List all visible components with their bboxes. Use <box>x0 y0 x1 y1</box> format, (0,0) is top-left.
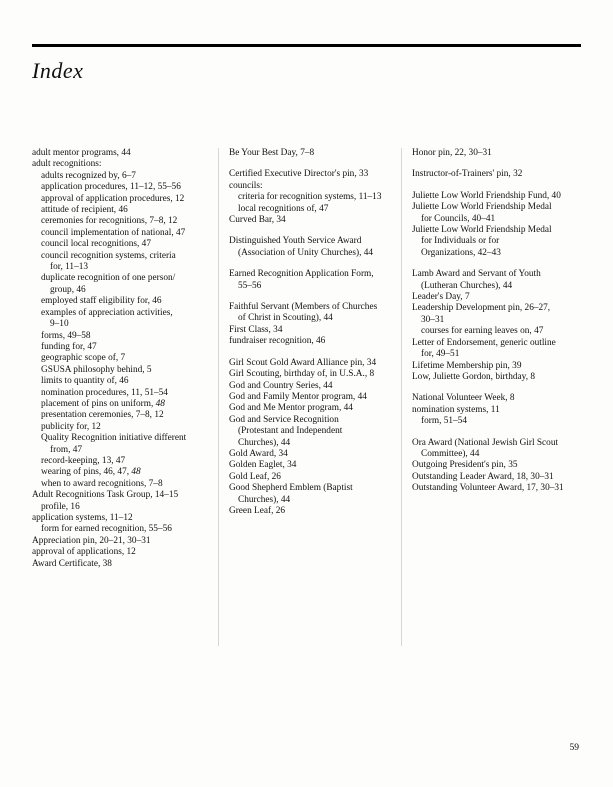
index-entry: record-keeping, 13, 47 <box>41 455 126 466</box>
page-number: 59 <box>569 743 579 753</box>
index-entry: group, 46 <box>50 284 86 295</box>
index-entry: First Class, 34 <box>229 324 283 335</box>
index-entry: limits to quantity of, 46 <box>41 376 129 387</box>
index-entry: courses for earning leaves on, 47 <box>421 326 544 337</box>
index-entry: criteria for recognition systems, 11–13 <box>238 192 382 203</box>
index-group <box>412 438 571 495</box>
index-entry: from, 47 <box>50 444 83 455</box>
index-group <box>412 148 571 159</box>
index-entry: Adult Recognitions Task Group, 14–15 <box>32 490 179 501</box>
index-entry: Be Your Best Day, 7–8 <box>229 148 315 158</box>
index-entry: adult mentor programs, 44 <box>32 148 131 158</box>
index-entry: forms, 49–58 <box>41 330 91 341</box>
index-group <box>412 169 571 180</box>
index-columns <box>32 148 581 580</box>
index-entry: council recognition systems, criteria <box>41 250 176 261</box>
index-entry: Quality Recognition initiative different <box>41 433 187 444</box>
index-group <box>229 358 388 518</box>
index-entry: examples of appreciation activities, <box>41 307 173 318</box>
index-entry: geographic scope of, 7 <box>41 353 126 364</box>
index-entry: Girl Scouting, birthday of, in U.S.A., 8 <box>229 369 375 380</box>
index-entry: God and Family Mentor program, 44 <box>229 391 367 402</box>
index-entry: 30–31 <box>421 314 445 325</box>
index-entry: wearing of pins, 46, 47, 48 <box>41 467 141 478</box>
index-entry: application procedures, 11–12, 55–56 <box>41 182 181 193</box>
index-entry: Earned Recognition Application Form, <box>229 269 374 280</box>
index-entry: Leadership Development pin, 26–27, <box>412 303 551 314</box>
index-entry: (Lutheran Churches), 44 <box>421 280 513 291</box>
index-entry: approval of applications, 12 <box>32 547 136 558</box>
index-entry: presentation ceremonies, 7–8, 12 <box>41 410 164 421</box>
index-entry: employed staff eligibility for, 46 <box>41 296 162 307</box>
page-title: Index <box>32 58 84 83</box>
index-entry: 9–10 <box>50 319 69 330</box>
index-entry: Ora Award (National Jewish Girl Scout <box>412 437 559 448</box>
index-entry: adult recognitions: <box>32 159 102 170</box>
italic-page-ref: 48 <box>131 467 141 478</box>
index-group <box>229 236 388 259</box>
index-entry: fundraiser recognition, 46 <box>229 336 326 347</box>
index-entry: funding for, 47 <box>41 341 97 352</box>
index-entry: Gold Leaf, 26 <box>229 471 281 482</box>
index-entry: profile, 16 <box>41 501 80 512</box>
index-entry: Outstanding Leader Award, 18, 30–31 <box>412 471 554 482</box>
index-entry: Letter of Endorsement, generic outline <box>412 337 556 348</box>
index-entry: Curved Bar, 34 <box>229 215 286 226</box>
index-column <box>398 148 581 580</box>
index-group <box>229 302 388 348</box>
index-group <box>229 148 388 159</box>
index-entry: Girl Scout Gold Award Alliance pin, 34 <box>229 357 377 368</box>
index-entry: council implementation of national, 47 <box>41 227 186 238</box>
index-entry: Certified Executive Director's pin, 33 <box>229 169 369 180</box>
index-group <box>412 191 571 259</box>
index-entry: Organizations, 42–43 <box>421 247 501 258</box>
index-entry: of Christ in Scouting), 44 <box>238 313 333 324</box>
index-entry: local recognitions of, 47 <box>238 203 329 214</box>
index-entry: 55–56 <box>238 280 262 291</box>
index-group <box>32 148 205 570</box>
index-entry: Low, Juliette Gordon, birthday, 8 <box>412 371 535 382</box>
index-entry: Award Certificate, 38 <box>32 558 112 569</box>
index-entry: GSUSA philosophy behind, 5 <box>41 364 152 375</box>
index-group <box>412 269 571 383</box>
index-entry: Instructor-of-Trainers' pin, 32 <box>412 169 523 180</box>
index-entry: Churches), 44 <box>238 437 291 448</box>
index-entry: Juliette Low World Friendship Fund, 40 <box>412 190 561 201</box>
index-entry: placement of pins on uniform, 48 <box>41 398 165 409</box>
index-entry: council local recognitions, 47 <box>41 239 151 250</box>
index-entry: God and Service Recognition <box>229 414 339 425</box>
index-group <box>229 169 388 226</box>
index-entry: nomination systems, 11 <box>412 404 500 415</box>
index-entry: for Councils, 40–41 <box>421 213 496 224</box>
index-entry: attitude of recipient, 46 <box>41 205 128 216</box>
index-entry: ceremonies for recognitions, 7–8, 12 <box>41 216 178 227</box>
index-entry: Juliette Low World Friendship Medal <box>412 202 552 213</box>
index-entry: duplicate recognition of one person/ <box>41 273 176 284</box>
index-entry: God and Me Mentor program, 44 <box>229 403 353 414</box>
index-group <box>412 393 571 427</box>
index-entry: (Protestant and Independent <box>238 426 343 437</box>
index-entry: councils: <box>229 180 263 191</box>
index-entry: Good Shepherd Emblem (Baptist <box>229 483 353 494</box>
index-entry: Distinguished Youth Service Award <box>229 236 362 247</box>
index-entry: form, 51–54 <box>421 416 467 427</box>
index-entry: Churches), 44 <box>238 494 291 505</box>
index-entry: adults recognized by, 6–7 <box>41 170 136 181</box>
index-entry: Lamb Award and Servant of Youth <box>412 269 541 280</box>
index-entry: for, 49–51 <box>421 349 460 360</box>
index-entry: form for earned recognition, 55–56 <box>41 524 172 535</box>
index-entry: Outstanding Volunteer Award, 17, 30–31 <box>412 483 564 494</box>
index-entry: application systems, 11–12 <box>32 513 133 523</box>
index-entry: Golden Eaglet, 34 <box>229 460 297 471</box>
index-entry: Committee), 44 <box>421 448 480 459</box>
index-entry: Gold Award, 34 <box>229 448 288 459</box>
index-group <box>229 269 388 292</box>
index-entry: Appreciation pin, 20–21, 30–31 <box>32 535 151 546</box>
index-column <box>32 148 215 580</box>
index-entry: Honor pin, 22, 30–31 <box>412 148 492 158</box>
index-entry: Lifetime Membership pin, 39 <box>412 360 522 371</box>
index-entry: National Volunteer Week, 8 <box>412 393 515 404</box>
index-entry: publicity for, 12 <box>41 421 101 432</box>
index-entry: approval of application procedures, 12 <box>41 193 185 204</box>
index-entry: God and Country Series, 44 <box>229 380 333 391</box>
index-column <box>215 148 398 580</box>
index-entry: Leader's Day, 7 <box>412 292 470 303</box>
italic-page-ref: 48 <box>155 398 165 409</box>
index-entry: Faithful Servant (Members of Churches <box>229 302 378 313</box>
index-entry: nomination procedures, 11, 51–54 <box>41 387 168 398</box>
index-entry: when to award recognitions, 7–8 <box>41 478 163 489</box>
index-entry: for Individuals or for <box>421 236 500 247</box>
index-entry: Outgoing President's pin, 35 <box>412 460 518 471</box>
index-entry: Green Leaf, 26 <box>229 505 286 516</box>
index-entry: (Association of Unity Churches), 44 <box>238 247 374 258</box>
index-entry: for, 11–13 <box>50 262 89 273</box>
header-rule <box>32 44 581 47</box>
index-entry: Juliette Low World Friendship Medal <box>412 225 552 236</box>
